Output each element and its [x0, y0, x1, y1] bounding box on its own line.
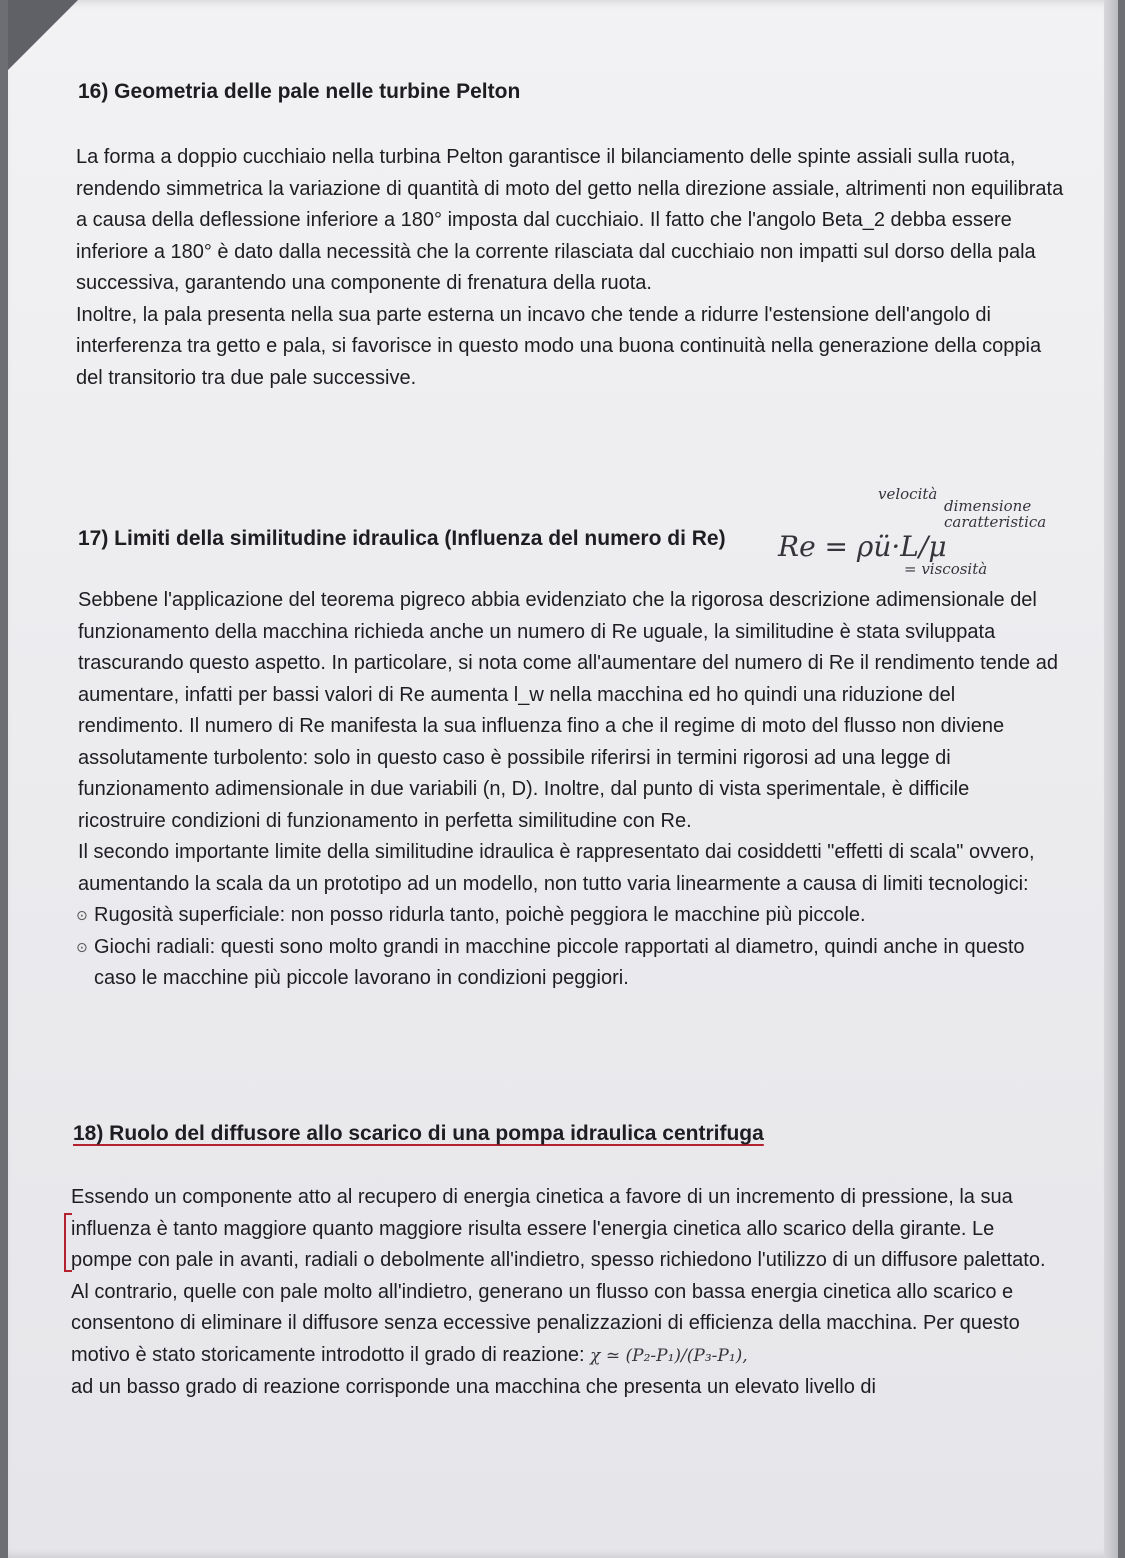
bullet-giochi-radiali: ⊙ Giochi radiali: questi sono molto grandi in macchine piccole rapportati al diametro, quindi anche in questo caso le macchine più piccole lavorano in condizioni peggiori.	[78, 932, 1058, 995]
section-16-body	[76, 142, 1066, 394]
section-17-title: 17) Limiti della similitudine idraulica (Influenza del numero di Re)	[78, 527, 726, 550]
section-17-paragraph-1: Sebbene l'applicazione del teorema pigreco abbia evidenziato che la rigorosa descrizione adimensionale del funzionamento della macchina richieda anche un numero di Re uguale, la similitudine è stata sviluppata trascurando questo aspetto. In particolare, si nota come all'aumentare del numero di Re il rendimento tende ad aumentare, infatti per bassi valori di Re aumenta l_w nella macchina ed ho quindi una riduzione del rendimento. Il numero di Re manifesta la sua influenza fino a che il regime di moto del flusso non diviene assolutamente turbolento: solo in questo caso è possibile riferirsi in termini rigorosi ad una legge di funzionamento adimensionale in due variabili (n, D). Inoltre, dal punto di vista sperimentale, è difficile ricostruire condizioni di funzionamento in perfetta similitudine con Re.	[78, 589, 1058, 832]
handwritten-velocity-note: velocità	[878, 485, 938, 503]
section-16-paragraph-2: Inoltre, la pala presenta nella sua parte esterna un incavo che tende a ridurre l'estensione dell'angolo di interferenza tra getto e pala, si favorisce in questo modo una buona continuità nella generazione della coppia del transitorio tra due pale successive.	[76, 303, 1042, 389]
handwritten-dimension-note: dimensione caratteristica	[944, 497, 1047, 531]
section-18-paragraph-2: ad un basso grado di reazione corrisponde una macchina che presenta un elevato livello di	[71, 1376, 876, 1398]
section-18-body	[71, 1182, 1051, 1404]
handwritten-reaction-degree: χ ≃ (P₂-P₁)/(P₃-P₁),	[590, 1345, 748, 1366]
handwritten-viscosity-note: = viscosità	[904, 560, 988, 578]
bullet-rugosita: ⊙ Rugosità superficiale: non posso ridurla tanto, poichè peggiora le macchine più piccole.	[78, 900, 1058, 932]
page-edge	[1104, 0, 1118, 1558]
section-18-title: 18) Ruolo del diffusore allo scarico di una pompa idraulica centrifuga	[73, 1122, 764, 1145]
section-17-bullets	[78, 900, 1058, 995]
paper-sheet	[8, 0, 1118, 1558]
section-17-paragraph-2: Il secondo importante limite della similitudine idraulica è rappresentato dai cosiddetti "effetti di scala" ovvero, aumentando la scala da un prototipo ad un modello, non tutto varia linearmente a causa di limiti tecnologici:	[78, 841, 1035, 895]
section-16-title: 16) Geometria delle pale nelle turbine Pelton	[78, 80, 521, 103]
page-fold	[8, 0, 78, 70]
section-16-paragraph-1: La forma a doppio cucchiaio nella turbina Pelton garantisce il bilanciamento delle spinte assiali sulla ruota, rendendo simmetrica la variazione di quantità di moto del getto nella direzione assiale, altrimenti non equilibrata a causa della deflessione inferiore a 180° imposta dal cucchiaio. Il fatto che l'angolo Beta_2 debba essere inferiore a 180° è dato dalla necessità che la corrente rilasciata dal cucchiaio non impatti sul dorso della pala successiva, garantendo una componente di frenatura della ruota.	[76, 146, 1064, 294]
handwritten-re-formula: Re = ρü·L/μ	[778, 530, 947, 563]
section-18-paragraph-1	[71, 1182, 1051, 1372]
section-18-paragraph-1-text: Essendo un componente atto al recupero di energia cinetica a favore di un incremento di pressione, la sua influenza è tanto maggiore quanto maggiore risulta essere l'energia cinetica allo scarico della girante. Le pompe con pale in avanti, radiali o debolmente all'indietro, spesso richiedono l'utilizzo di un diffusore palettato. Al contrario, quelle con pale molto all'indietro, generano un flusso con bassa energia cinetica allo scarico e consentono di eliminare il diffusore senza eccessive penalizzazioni di efficienza della macchina. Per questo motivo è stato storicamente introdotto il grado di reazione:	[71, 1186, 1046, 1366]
section-17-body	[78, 585, 1058, 995]
